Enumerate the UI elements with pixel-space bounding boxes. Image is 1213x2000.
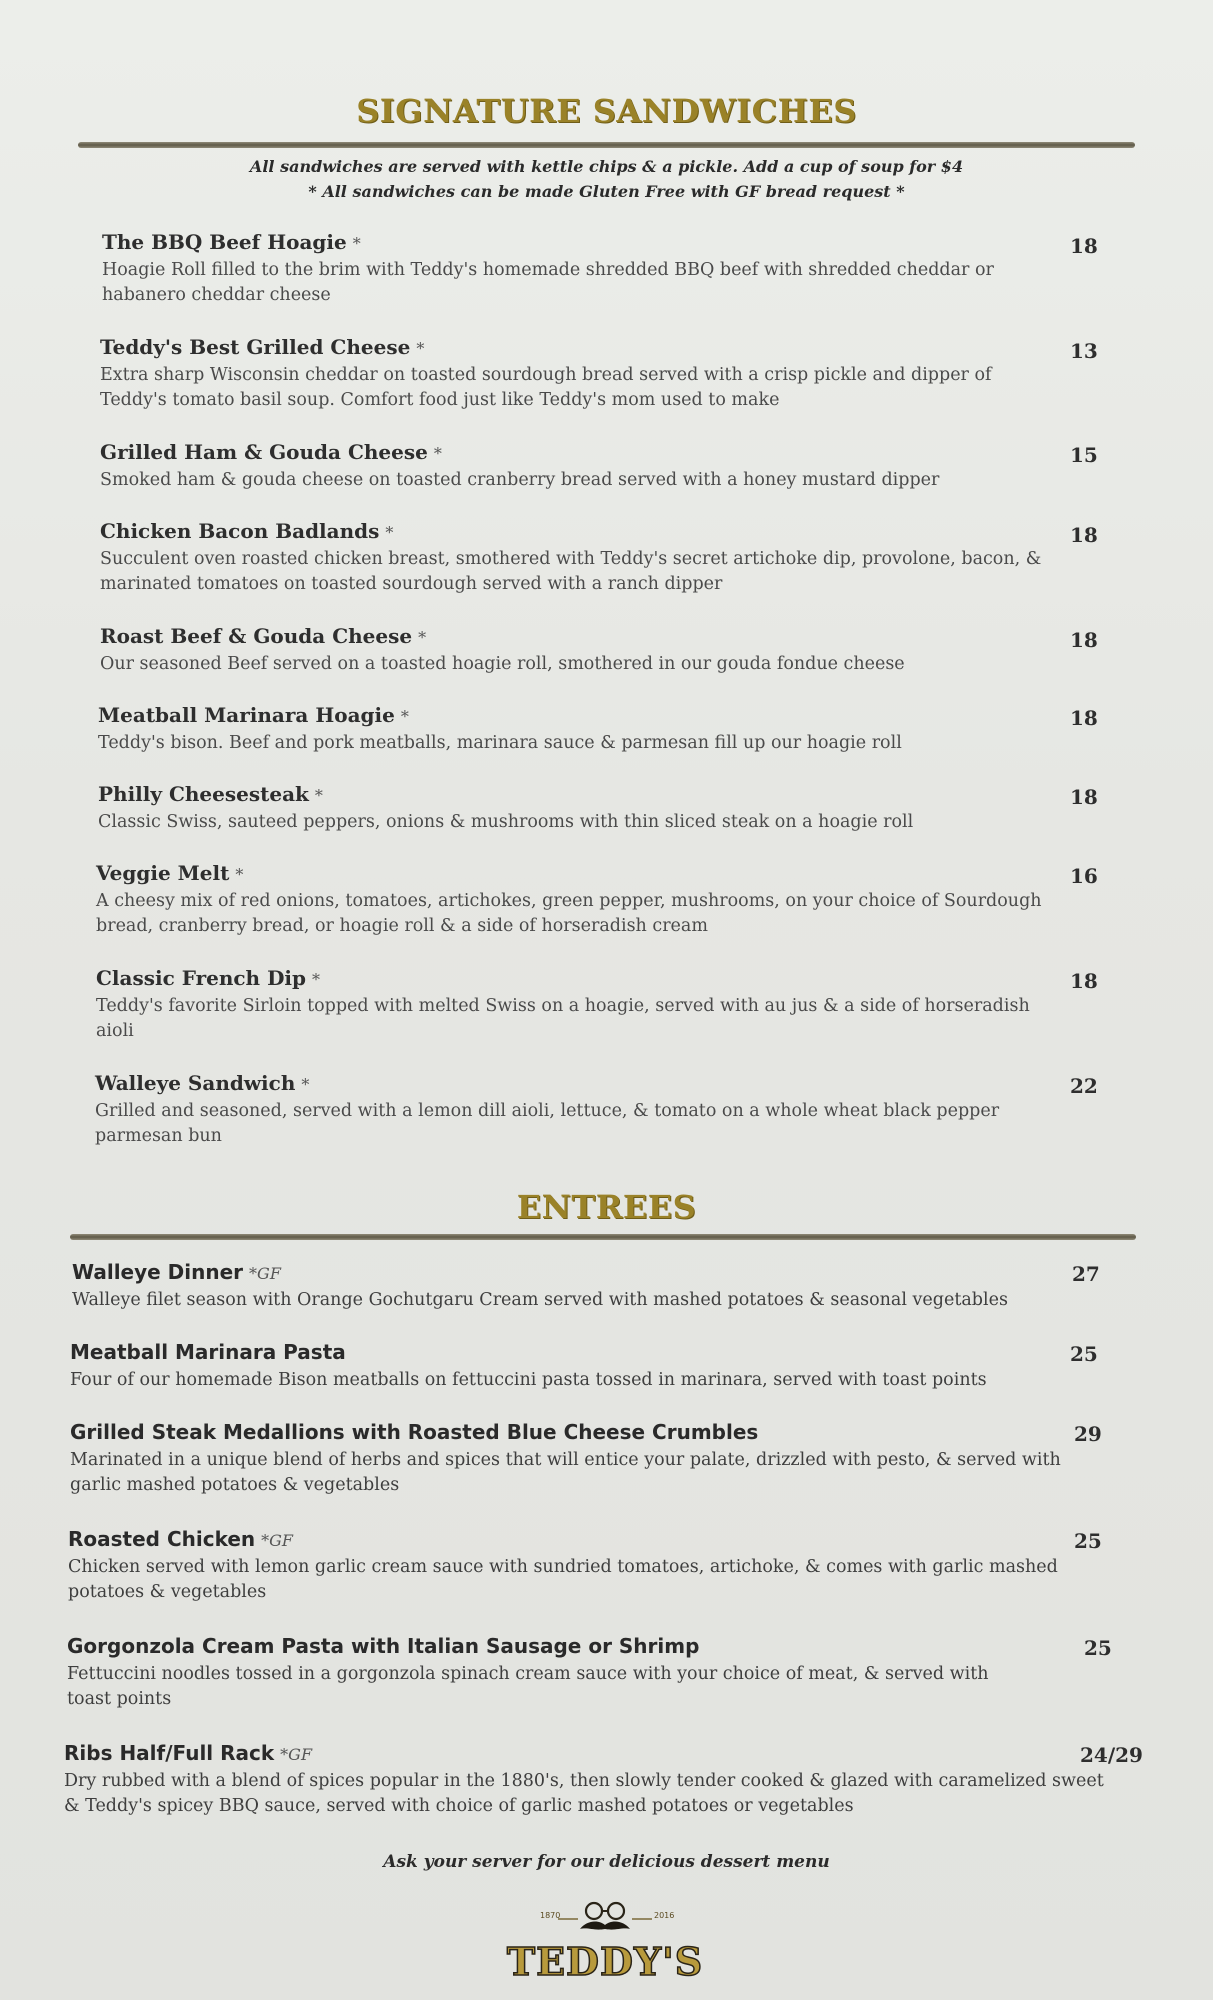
item-price: 27 [1072,1262,1100,1286]
item-title: The BBQ Beef Hoagie * [102,230,361,254]
menu-item-roast-beef-gouda [100,624,1060,677]
item-marker: * [235,865,244,884]
item-price: 25 [1074,1529,1102,1553]
item-description: Grilled and seasoned, served with a lemon dill aioli, lettuce, & tomato on a whole wheat black pepper parmesan bun [95,1101,1000,1146]
item-marker: * [400,707,409,726]
item-description: Marinated in a unique blend of herbs and spices that will entice your palate, drizzled with pesto, & served with garlic mashed potatoes & vegetables [70,1450,1061,1495]
item-marker: * [385,523,394,542]
item-description: A cheesy mix of red onions, tomatoes, artichokes, green pepper, mushrooms, on your choice of Sourdough bread, cranberry bread, or hoagie roll & a side of horseradish cream [96,891,1042,936]
item-marker: * [312,970,320,989]
item-title: Ribs Half/Full Rack *GF [64,1741,313,1765]
menu-item-bbq-beef-hoagie [102,230,1062,308]
item-description: Dry rubbed with a blend of spices popular in the 1880's, then slowly tender cooked & glazed with caramelized sweet & Teddy's spicey BBQ sauce, served with choice of garlic mashed potatoes or vegetables [64,1771,1104,1816]
item-title: Classic French Dip * [96,966,320,990]
item-title: Walleye Sandwich * [95,1071,310,1095]
item-price: 18 [1070,969,1098,993]
dessert-note: Ask your server for our delicious dessert menu [383,1852,830,1872]
menu-item-veggie-melt [96,861,1056,939]
item-price: 15 [1070,443,1098,467]
entrees-title: ENTREES [516,1188,697,1226]
item-description: Extra sharp Wisconsin cheddar on toasted sourdough bread served with a crisp pickle and dipper of Teddy's tomato basil soup. Comfort food just like Teddy's mom used to make [100,365,992,410]
item-description: Fettuccini noodles tossed in a gorgonzola spinach cream sauce with your choice of meat, & served with toast points [67,1664,989,1709]
item-price: 29 [1074,1422,1102,1446]
item-marker: *GF [261,1531,294,1550]
item-price: 24/29 [1080,1743,1143,1767]
item-marker: *GF [249,1264,281,1283]
item-price: 18 [1070,234,1098,258]
item-description: Classic Swiss, sauteed peppers, onions & mushrooms with thin sliced steak on a hoagie roll [98,812,914,832]
item-marker: * [301,1075,310,1094]
item-description: Four of our homemade Bison meatballs on fettuccini pasta tossed in marinara, served with toast points [70,1370,987,1390]
menu-item-roasted-chicken [68,1527,1068,1605]
menu-item-philly-cheesesteak [98,782,1058,835]
item-price: 25 [1084,1636,1112,1660]
item-marker: *GF [280,1745,313,1764]
item-description: Hoagie Roll filled to the brim with Teddy's homemade shredded BBQ beef with shredded cheddar or habanero cheddar cheese [102,260,994,305]
item-marker: * [416,339,425,358]
sandwiches-divider [78,142,1135,148]
item-title: Grilled Steak Medallions with Roasted Blue Cheese Crumbles [70,1420,759,1444]
menu-item-grilled-steak-medallions [70,1420,1080,1498]
item-price: 16 [1070,864,1098,888]
menu-item-ribs [64,1741,1104,1819]
item-description: Walleye filet season with Orange Gochutgaru Cream served with mashed potatoes & seasonal vegetables [72,1290,1008,1310]
item-price: 13 [1070,339,1098,363]
item-title: Veggie Melt * [96,861,244,885]
item-marker: * [433,444,442,463]
item-title: Roasted Chicken *GF [68,1527,294,1551]
item-title: Roast Beef & Gouda Cheese * [100,624,427,648]
item-price: 18 [1070,706,1098,730]
menu-item-best-grilled-cheese [100,335,1060,413]
item-title: Walleye Dinner *GF [72,1260,281,1284]
item-title: Teddy's Best Grilled Cheese * [100,335,425,359]
item-title: Chicken Bacon Badlands * [100,519,394,543]
item-title: Gorgonzola Cream Pasta with Italian Sausage or Shrimp [67,1634,700,1658]
mustache-glasses-icon [480,1895,730,1945]
item-price: 18 [1070,628,1098,652]
item-marker: * [418,628,427,647]
menu-item-classic-french-dip [96,966,1056,1044]
entrees-divider [70,1234,1136,1240]
menu-item-walleye-sandwich [95,1071,1055,1149]
item-title: Philly Cheesesteak * [98,782,323,806]
logo-wordmark: TEDDY'S [506,1939,704,1984]
item-description: Chicken served with lemon garlic cream sauce with sundried tomatoes, artichoke, & comes with garlic mashed potatoes & vegetables [68,1557,1058,1602]
menu-item-meatball-marinara-hoagie [98,703,1058,756]
item-marker: * [352,234,361,253]
sandwiches-note-line-1: All sandwiches are served with kettle chips & a pickle. Add a cup of soup for $4 [249,157,964,176]
item-price: 25 [1070,1342,1098,1366]
teddys-logo [480,1895,730,1995]
item-marker: * [314,786,323,805]
logo-year-left: 1870 [540,1911,561,1920]
item-description: Our seasoned Beef served on a toasted hoagie roll, smothered in our gouda fondue cheese [100,654,905,674]
item-price: 18 [1070,785,1098,809]
item-title: Grilled Ham & Gouda Cheese * [100,440,442,464]
menu-item-walleye-dinner [72,1260,1072,1313]
item-description: Succulent oven roasted chicken breast, smothered with Teddy's secret artichoke dip, provolone, bacon, & marinated tomatoes on toasted sourdough served with a ranch dipper [100,549,1042,594]
item-price: 22 [1070,1074,1098,1098]
item-description: Teddy's bison. Beef and pork meatballs, marinara sauce & parmesan fill up our hoagie roll [98,733,902,753]
menu-item-gorgonzola-cream-pasta [67,1634,1027,1712]
menu-item-chicken-bacon-badlands [100,519,1060,597]
item-title: Meatball Marinara Pasta [70,1340,346,1364]
item-description: Teddy's favorite Sirloin topped with melted Swiss on a hoagie, served with au jus & a side of horseradish aioli [96,996,1030,1041]
menu-item-grilled-ham-gouda [100,440,1060,493]
item-price: 18 [1070,523,1098,547]
sandwiches-title: SIGNATURE SANDWICHES [356,92,857,130]
item-description: Smoked ham & gouda cheese on toasted cranberry bread served with a honey mustard dipper [100,470,940,490]
menu-item-meatball-marinara-pasta [70,1340,1070,1393]
sandwiches-note-line-2: * All sandwiches can be made Gluten Free with GF bread request * [308,182,905,201]
logo-year-right: 2016 [654,1911,675,1920]
item-title: Meatball Marinara Hoagie * [98,703,409,727]
